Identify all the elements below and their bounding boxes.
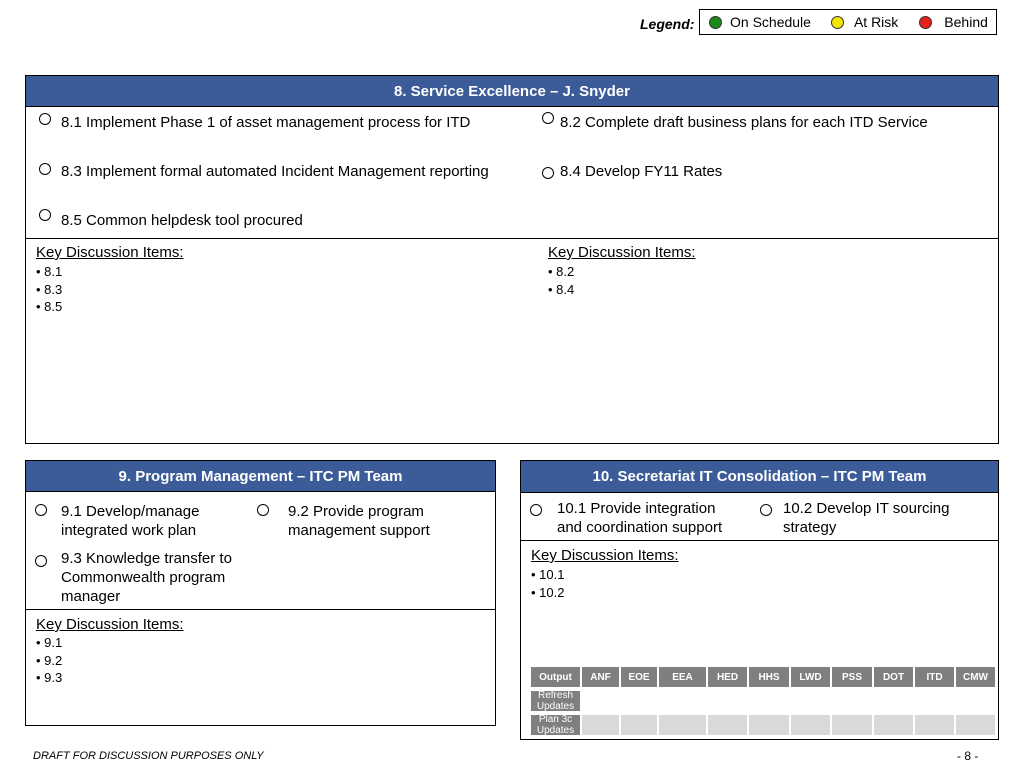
task-10-1-line: 10.1 Provide integration — [557, 500, 716, 517]
agency-matrix — [530, 666, 998, 738]
status-circle-icon — [39, 209, 51, 221]
matrix-header: EEA — [658, 666, 707, 688]
kdi-title: Key Discussion Items: — [36, 616, 184, 633]
status-circle-icon — [39, 113, 51, 125]
matrix-header: PSS — [831, 666, 873, 688]
task-9-1-line: integrated work plan — [61, 522, 197, 539]
kdi-list — [36, 634, 62, 687]
kdi-bullet: • 10.1 — [531, 567, 565, 582]
status-circle-icon — [760, 504, 772, 516]
task-8-1: 8.1 Implement Phase 1 of asset management process for ITD — [61, 114, 471, 131]
status-circle-icon — [35, 504, 47, 516]
task-9-1 — [61, 502, 199, 540]
legend-behind — [919, 14, 988, 30]
legend-on-schedule-label: On Schedule — [730, 14, 811, 30]
task-10-2-line: strategy — [783, 519, 837, 536]
matrix-row-label — [530, 714, 581, 736]
status-circle-icon — [35, 555, 47, 567]
page-number: - 8 - — [957, 749, 979, 763]
task-8-4: 8.4 Develop FY11 Rates — [560, 163, 723, 180]
matrix-header: HHS — [748, 666, 790, 688]
section-9-divider — [26, 609, 495, 610]
status-circle-icon — [530, 504, 542, 516]
kdi-bullet: • 9.3 — [36, 670, 63, 685]
matrix-row-empty — [581, 690, 996, 712]
matrix-row-label-line: Updates — [536, 725, 575, 736]
matrix-cell — [914, 714, 955, 736]
matrix-row-label-line: Refresh — [537, 690, 573, 701]
status-circle-icon — [542, 167, 554, 179]
kdi-bullet: • 8.1 — [36, 264, 63, 279]
task-9-2 — [288, 502, 430, 540]
kdi-list — [548, 263, 574, 298]
section-8-divider — [26, 238, 998, 239]
section-8-title: 8. Service Excellence – J. Snyder — [26, 76, 998, 107]
matrix-cell — [873, 714, 914, 736]
legend-at-risk — [831, 14, 898, 30]
task-10-1 — [557, 499, 722, 537]
task-9-3-line: Commonwealth program — [61, 569, 226, 586]
section-10-panel — [520, 460, 999, 740]
matrix-cell — [581, 714, 620, 736]
task-8-3: 8.3 Implement formal automated Incident Management reporting — [61, 163, 489, 180]
kdi-title: Key Discussion Items: — [548, 244, 696, 261]
matrix-cell — [748, 714, 790, 736]
kdi-bullet: • 8.4 — [548, 281, 575, 297]
matrix-header: DOT — [873, 666, 914, 688]
yellow-status-icon — [831, 16, 844, 29]
task-9-3 — [61, 549, 232, 606]
matrix-cell — [831, 714, 873, 736]
kdi-list — [36, 263, 62, 316]
kdi-bullet: • 8.3 — [36, 281, 63, 297]
legend-label: Legend: — [640, 16, 695, 32]
legend-box — [699, 9, 997, 35]
legend-on-schedule — [709, 14, 811, 30]
section-10-title: 10. Secretariat IT Consolidation – ITC PM Team — [521, 461, 998, 493]
red-status-icon — [919, 16, 932, 29]
legend-behind-label: Behind — [944, 14, 988, 30]
matrix-cell — [620, 714, 658, 736]
matrix-cell — [955, 714, 996, 736]
matrix-header: CMW — [955, 666, 996, 688]
matrix-cell — [707, 714, 748, 736]
task-10-2-line: 10.2 Develop IT sourcing — [783, 500, 950, 517]
task-9-2-line: management support — [288, 522, 430, 539]
matrix-header: ANF — [581, 666, 620, 688]
task-9-1-line: 9.1 Develop/manage — [61, 503, 200, 520]
task-8-2: 8.2 Complete draft business plans for each ITD Service — [560, 114, 928, 131]
task-10-2 — [783, 499, 950, 537]
matrix-row-label-line: Plan 3c — [538, 714, 573, 725]
draft-notice: DRAFT FOR DISCUSSION PURPOSES ONLY — [33, 750, 264, 762]
kdi-list — [531, 566, 564, 601]
matrix-cell — [658, 714, 707, 736]
matrix-row-label — [530, 690, 581, 712]
kdi-bullet: • 8.2 — [548, 264, 575, 279]
kdi-bullet: • 9.2 — [36, 652, 63, 668]
kdi-title: Key Discussion Items: — [531, 547, 679, 564]
section-9-panel — [25, 460, 496, 726]
legend-at-risk-label: At Risk — [853, 14, 899, 30]
matrix-header: ITD — [914, 666, 955, 688]
task-9-3-line: manager — [61, 588, 121, 605]
kdi-bullet: • 9.1 — [36, 635, 63, 650]
status-circle-icon — [257, 504, 269, 516]
task-10-1-line: and coordination support — [557, 519, 723, 536]
kdi-bullet: • 8.5 — [36, 299, 63, 314]
kdi-title: Key Discussion Items: — [36, 244, 184, 261]
task-8-5: 8.5 Common helpdesk tool procured — [61, 212, 303, 229]
matrix-cell — [790, 714, 831, 736]
matrix-header: Output — [530, 666, 581, 688]
section-10-divider — [521, 540, 998, 541]
task-9-3-line: 9.3 Knowledge transfer to — [61, 550, 232, 567]
green-status-icon — [709, 16, 722, 29]
section-9-title: 9. Program Management – ITC PM Team — [26, 461, 495, 492]
kdi-bullet: • 10.2 — [531, 584, 565, 600]
status-circle-icon — [542, 112, 554, 124]
matrix-header: LWD — [790, 666, 831, 688]
matrix-header: EOE — [620, 666, 658, 688]
matrix-row-label-line: Updates — [536, 701, 575, 712]
section-8-panel — [25, 75, 999, 444]
matrix-header: HED — [707, 666, 748, 688]
task-9-2-line: 9.2 Provide program — [288, 503, 424, 520]
status-circle-icon — [39, 163, 51, 175]
